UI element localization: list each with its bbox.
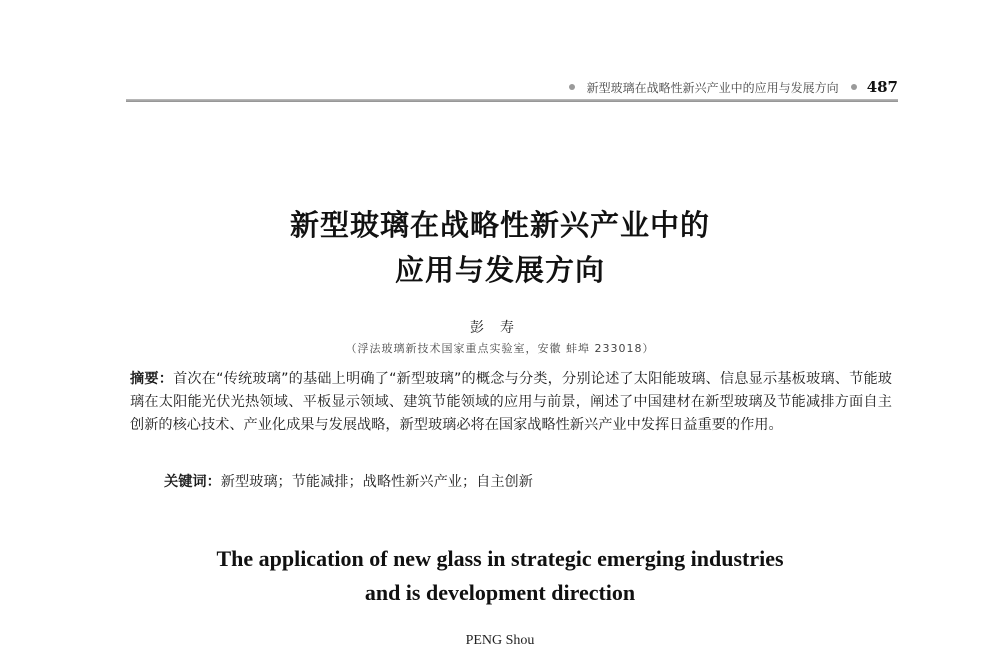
bullet-icon [569, 84, 575, 90]
abstract-label: 摘要： [130, 371, 174, 387]
abstract [130, 368, 892, 437]
title-zh-line1: 新型玻璃在战略性新兴产业中的 [289, 208, 710, 242]
author-zh: 彭寿 [470, 320, 530, 336]
author-en: PENG Shou [465, 633, 535, 648]
header-rule [126, 99, 898, 102]
keywords-text: 新型玻璃；节能减排；战略性新兴产业；自主创新 [220, 474, 533, 490]
affiliation-zh: （浮法玻璃新技术国家重点实验室，安徽 蚌埠 233018） [345, 342, 655, 355]
keywords-label: 关键词： [164, 474, 221, 490]
title-en-line2: and is development direction [364, 580, 636, 605]
abstract-text: 首次在“传统玻璃”的基础上明确了“新型玻璃”的概念与分类，分别论述了太阳能玻璃、信息显示基板玻璃、节能玻璃在太阳能光伏光热领域、平板显示领域、建筑节能领域的应用与前景，阐述了中国建材在新型玻璃及节能减排方面自主创新的核心技术、产业化成果与发展战略，新型玻璃必将在国家战略性新兴产业中发挥日益重要的作用。 [130, 371, 892, 433]
keywords [164, 471, 894, 491]
running-title: 新型玻璃在战略性新兴产业中的应用与发展方向 [586, 80, 839, 95]
title-en-line1: The application of new glass in strategic emerging industries [216, 546, 784, 571]
bullet-icon [851, 84, 857, 90]
page-number: 487 [866, 78, 898, 96]
title-zh-line2: 应用与发展方向 [394, 253, 605, 287]
running-header [480, 78, 898, 96]
